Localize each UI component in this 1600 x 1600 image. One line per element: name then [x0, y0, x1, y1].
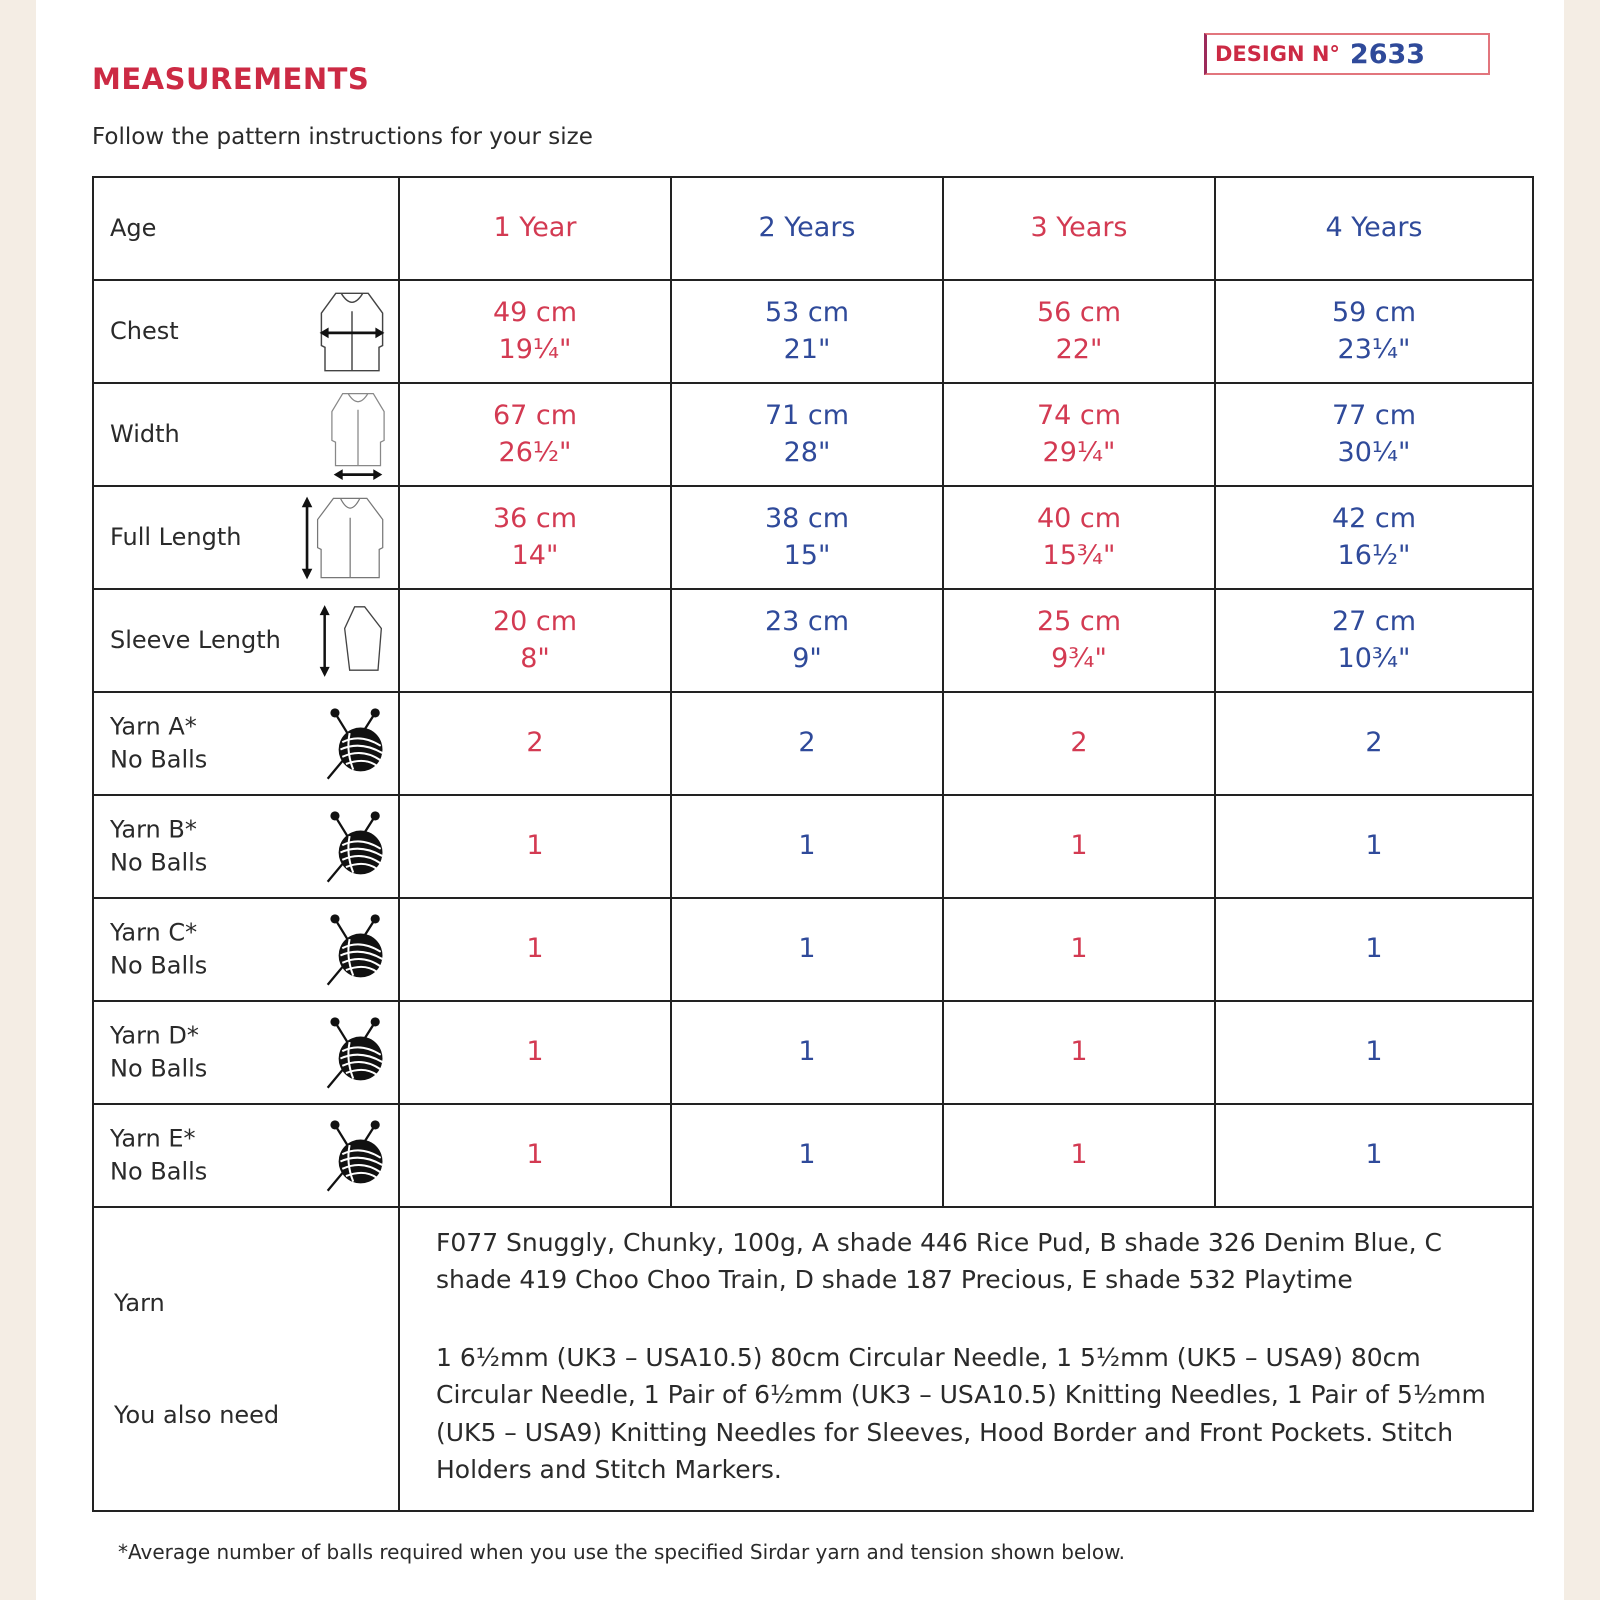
measurement-value-cell	[1215, 486, 1533, 589]
value-cm: 38 cm	[764, 503, 850, 535]
value-cm: 56 cm	[1036, 297, 1122, 329]
measurement-value-cell	[671, 383, 943, 486]
measurement-value-cell	[943, 589, 1215, 692]
value-inch: 22"	[1055, 333, 1103, 365]
ball-count-cell: 1	[1215, 795, 1533, 898]
measurement-value-cell	[1215, 383, 1533, 486]
design-number-badge	[1204, 33, 1490, 75]
yarn-label-cell	[93, 1001, 399, 1104]
also-need-label: You also need	[114, 1401, 280, 1429]
notes-row	[93, 1207, 1533, 1511]
sleeve-length-icon	[318, 600, 388, 682]
measurement-value-cell	[671, 280, 943, 383]
value-inch: 19¼"	[498, 333, 572, 365]
yarn-row	[93, 1104, 1533, 1207]
ball-count-cell: 1	[943, 1104, 1215, 1207]
measurement-value-cell	[671, 486, 943, 589]
yarn-ball-icon	[324, 1117, 388, 1195]
yarn-ball-icon	[324, 705, 388, 783]
measurement-label: Full Length	[110, 522, 242, 551]
yarn-sub: No Balls	[110, 1054, 208, 1083]
size-header: 2 Years	[671, 177, 943, 280]
yarn-label	[110, 1019, 207, 1086]
ball-count-cell: 1	[1215, 898, 1533, 1001]
value-inch: 10¾"	[1337, 642, 1411, 674]
measurement-row	[93, 383, 1533, 486]
footnote: *Average number of balls required when you use the specified Sirdar yarn and tension shown below.	[118, 1540, 1125, 1564]
yarn-label-cell	[93, 898, 399, 1001]
ball-count-cell: 1	[399, 898, 671, 1001]
measurement-value-cell	[943, 486, 1215, 589]
value-cm: 20 cm	[492, 606, 578, 638]
yarn-label-cell	[93, 795, 399, 898]
value-inch: 29¼"	[1042, 436, 1116, 468]
yarn-sub: No Balls	[110, 951, 208, 980]
measurement-row	[93, 486, 1533, 589]
also-need-description: 1 6½mm (UK3 – USA10.5) 80cm Circular Needle, 1 5½mm (UK5 – USA9) 80cm Circular Needle, 1 Pair of 6½mm (UK3 – USA10.5) Knitting Needles, 1 Pair of 5½mm (UK5 – USA9) Knitting Needles for Sleeves, Hood Border and Front Pockets. Stitch Holders and Stitch Markers.	[436, 1342, 1486, 1484]
value-cm: 77 cm	[1331, 400, 1417, 432]
yarn-label-cell	[93, 1104, 399, 1207]
value-cm: 59 cm	[1331, 297, 1417, 329]
cardigan-chest-icon	[316, 289, 388, 375]
yarn-sub: No Balls	[110, 1157, 208, 1186]
yarn-name: Yarn E*	[110, 1123, 196, 1152]
yarn-label	[110, 916, 207, 983]
ball-count-cell: 1	[671, 1104, 943, 1207]
measurement-label-cell	[93, 280, 399, 383]
page-title: MEASUREMENTS	[92, 62, 370, 96]
yarn-ball-icon	[324, 911, 388, 989]
measurement-label-cell	[93, 383, 399, 486]
size-header: 3 Years	[943, 177, 1215, 280]
design-label: DESIGN N°	[1215, 42, 1340, 66]
notes-content-cell	[399, 1207, 1533, 1511]
measurement-label-cell	[93, 589, 399, 692]
measurement-value-cell	[671, 589, 943, 692]
yarn-row	[93, 898, 1533, 1001]
ball-count-cell: 1	[399, 795, 671, 898]
measurement-value-cell	[943, 383, 1215, 486]
yarn-description: F077 Snuggly, Chunky, 100g, A shade 446 Rice Pud, B shade 326 Denim Blue, C shade 419 Choo Choo Train, D shade 187 Precious, E shade 532 Playtime	[436, 1227, 1442, 1294]
ball-count-cell: 1	[1215, 1104, 1533, 1207]
ball-count-cell: 1	[943, 1001, 1215, 1104]
ball-count-cell: 2	[943, 692, 1215, 795]
value-cm: 49 cm	[492, 297, 578, 329]
age-header-row	[93, 177, 1533, 280]
measurement-label: Chest	[110, 316, 179, 345]
measurement-value-cell	[399, 589, 671, 692]
age-label-cell	[93, 177, 399, 280]
measurement-label: Sleeve Length	[110, 625, 281, 654]
measurement-value-cell	[1215, 589, 1533, 692]
value-inch: 15¾"	[1042, 539, 1116, 571]
yarn-label	[110, 813, 207, 880]
value-inch: 21"	[783, 333, 831, 365]
yarn-row	[93, 1001, 1533, 1104]
value-cm: 36 cm	[492, 503, 578, 535]
value-inch: 9¾"	[1051, 642, 1107, 674]
value-inch: 23¼"	[1337, 333, 1411, 365]
cardigan-width-icon	[328, 390, 388, 480]
measurement-value-cell	[1215, 280, 1533, 383]
value-inch: 9"	[792, 642, 822, 674]
yarn-row	[93, 692, 1533, 795]
page-subtitle: Follow the pattern instructions for your size	[92, 124, 593, 150]
value-cm: 27 cm	[1331, 606, 1417, 638]
yarn-label-cell	[93, 692, 399, 795]
pattern-page	[36, 0, 1564, 1600]
value-cm: 25 cm	[1036, 606, 1122, 638]
yarn-name: Yarn B*	[110, 814, 197, 843]
ball-count-cell: 1	[399, 1001, 671, 1104]
value-cm: 42 cm	[1331, 503, 1417, 535]
age-label: Age	[110, 213, 157, 242]
yarn-label	[110, 1122, 207, 1189]
measurement-value-cell	[399, 280, 671, 383]
ball-count-cell: 1	[1215, 1001, 1533, 1104]
measurement-value-cell	[399, 383, 671, 486]
value-cm: 67 cm	[492, 400, 578, 432]
value-inch: 8"	[520, 642, 550, 674]
notes-label-cell	[93, 1207, 399, 1511]
value-cm: 74 cm	[1036, 400, 1122, 432]
measurement-row	[93, 589, 1533, 692]
yarn-name: Yarn C*	[110, 917, 198, 946]
value-inch: 15"	[783, 539, 831, 571]
value-inch: 28"	[783, 436, 831, 468]
yarn-name: Yarn A*	[110, 711, 197, 740]
yarn-name: Yarn D*	[110, 1020, 199, 1049]
value-cm: 40 cm	[1036, 503, 1122, 535]
value-cm: 53 cm	[764, 297, 850, 329]
ball-count-cell: 2	[671, 692, 943, 795]
value-inch: 30¼"	[1337, 436, 1411, 468]
yarn-sub: No Balls	[110, 848, 208, 877]
ball-count-cell: 1	[399, 1104, 671, 1207]
measurement-label: Width	[110, 419, 180, 448]
value-inch: 26½"	[498, 436, 572, 468]
size-header: 4 Years	[1215, 177, 1533, 280]
ball-count-cell: 2	[1215, 692, 1533, 795]
ball-count-cell: 2	[399, 692, 671, 795]
measurement-value-cell	[943, 280, 1215, 383]
ball-count-cell: 1	[671, 795, 943, 898]
measurement-row	[93, 280, 1533, 383]
measurements-table	[92, 176, 1534, 1512]
yarn-label	[110, 710, 207, 777]
measurement-value-cell	[399, 486, 671, 589]
ball-count-cell: 1	[943, 795, 1215, 898]
value-cm: 71 cm	[764, 400, 850, 432]
yarn-ball-icon	[324, 1014, 388, 1092]
yarn-label: Yarn	[114, 1289, 165, 1317]
size-header: 1 Year	[399, 177, 671, 280]
design-number: 2633	[1349, 38, 1426, 70]
measurement-label-cell	[93, 486, 399, 589]
ball-count-cell: 1	[943, 898, 1215, 1001]
cardigan-length-icon	[300, 494, 388, 582]
value-inch: 14"	[511, 539, 559, 571]
value-inch: 16½"	[1337, 539, 1411, 571]
yarn-row	[93, 795, 1533, 898]
ball-count-cell: 1	[671, 898, 943, 1001]
ball-count-cell: 1	[671, 1001, 943, 1104]
yarn-sub: No Balls	[110, 745, 208, 774]
value-cm: 23 cm	[764, 606, 850, 638]
yarn-ball-icon	[324, 808, 388, 886]
